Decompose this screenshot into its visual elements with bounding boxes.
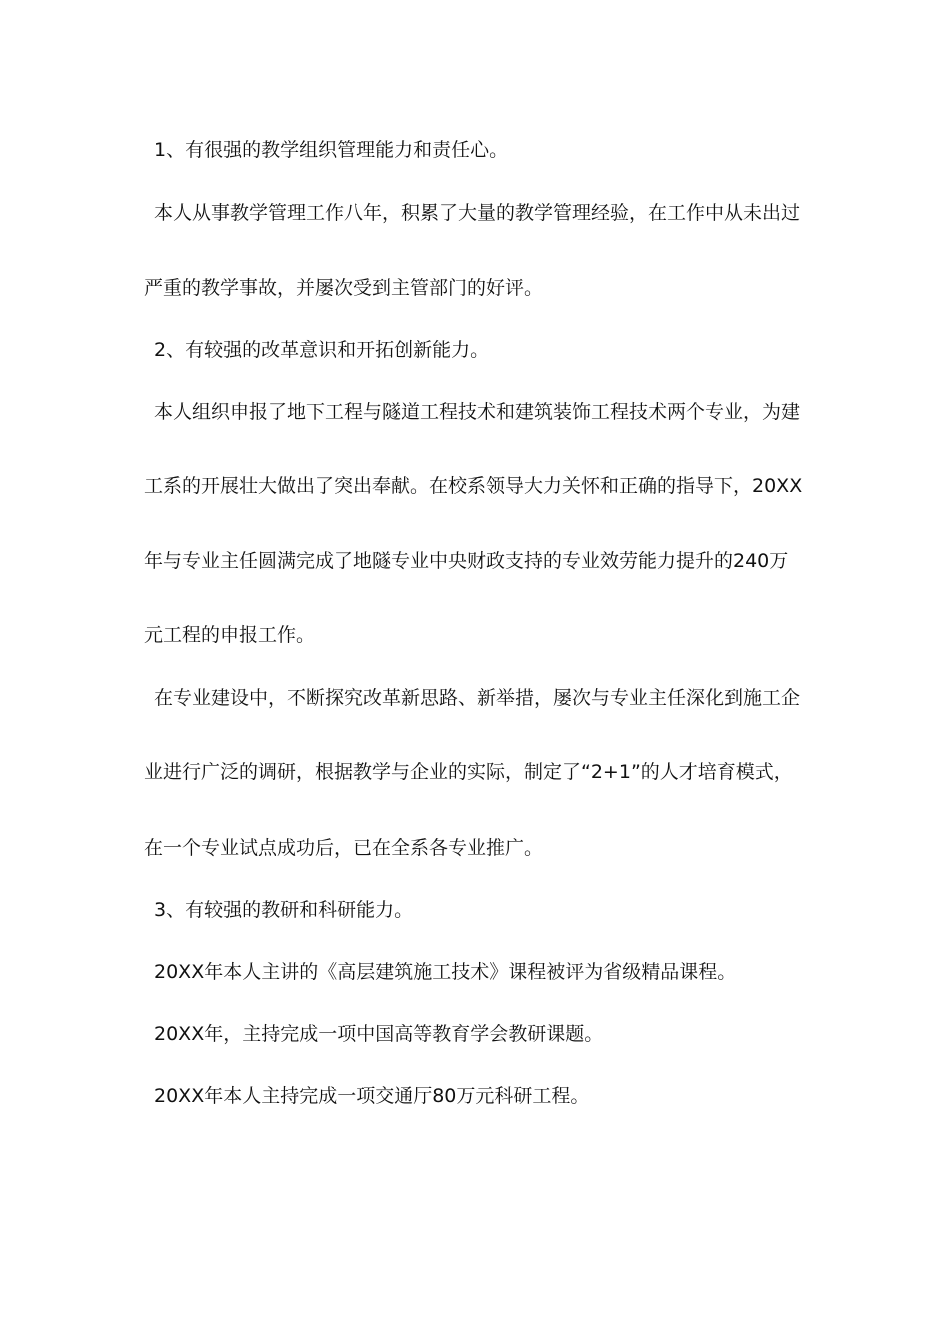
- paragraph-1-line-2: 严重的教学事故，并屡次受到主管部门的好评。: [144, 277, 544, 299]
- paragraph-2-line-2: 工系的开展壮大做出了突出奉献。在校系领导大力关怀和正确的指导下，20XX: [144, 475, 803, 497]
- research-item-1: 20XX年本人主讲的《高层建筑施工技术》课程被评为省级精品课程。: [154, 961, 737, 983]
- paragraph-2-line-3: 年与专业主任圆满完成了地隧专业中央财政支持的专业效劳能力提升的240万: [144, 550, 789, 572]
- paragraph-2-line-4: 元工程的申报工作。: [144, 624, 316, 646]
- paragraph-3-line-1: 在专业建设中，不断探究改革新思路、新举措，屡次与专业主任深化到施工企: [154, 687, 801, 709]
- paragraph-3-line-2: 业进行广泛的调研，根据教学与企业的实际，制定了“2+1”的人才培育模式，: [144, 761, 793, 783]
- research-item-2: 20XX年，主持完成一项中国高等教育学会教研课题。: [154, 1023, 604, 1045]
- paragraph-1-line-1: 本人从事教学管理工作八年，积累了大量的教学管理经验，在工作中从未出过: [154, 202, 801, 224]
- heading-3: 3、有较强的教研和科研能力。: [154, 899, 414, 921]
- paragraph-2-line-1: 本人组织申报了地下工程与隧道工程技术和建筑装饰工程技术两个专业，为建: [154, 401, 801, 423]
- paragraph-3-line-3: 在一个专业试点成功后，已在全系各专业推广。: [144, 837, 544, 859]
- heading-2: 2、有较强的改革意识和开拓创新能力。: [154, 339, 490, 361]
- research-item-3: 20XX年本人主持完成一项交通厅80万元科研工程。: [154, 1085, 590, 1107]
- heading-1: 1、有很强的教学组织管理能力和责任心。: [154, 139, 509, 161]
